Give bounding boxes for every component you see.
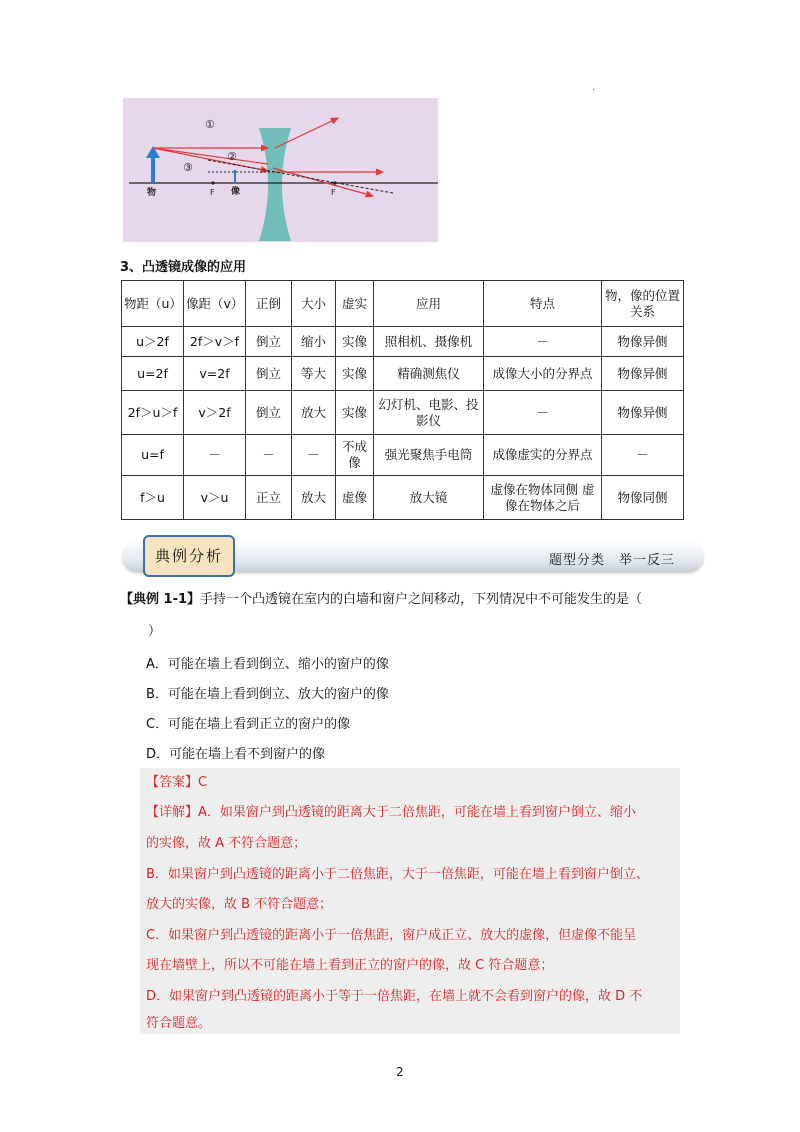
focus-right-label: F <box>331 188 336 197</box>
table-cell: u＞2f <box>122 327 184 357</box>
ray-label-1: ① <box>205 118 215 131</box>
table-cell: 不成像 <box>336 435 374 476</box>
table-cell: 放大 <box>292 476 336 520</box>
table-cell: 正立 <box>246 476 292 520</box>
option-b: B．可能在墙上看到倒立、放大的窗户的像 <box>146 687 389 702</box>
image-label: 像 <box>231 187 241 197</box>
table-cell: 倒立 <box>246 391 292 435</box>
table-cell: 幻灯机、电影、投影仪 <box>374 391 484 435</box>
header-cell: 像距（v） <box>184 281 246 327</box>
question-text: 手持一个凸透镜在室内的白墙和窗户之间移动，下列情况中不可能发生的是（ <box>200 592 643 607</box>
table-row <box>122 476 684 520</box>
explanation-line: C．如果窗户到凸透镜的距离小于一倍焦距，窗户成正立、放大的虚像，但虚像不能呈 <box>146 928 637 943</box>
table-cell: － <box>184 435 246 476</box>
section-title: 3、凸透镜成像的应用 <box>120 260 247 275</box>
table-cell: 实像 <box>336 391 374 435</box>
table-cell: v＞u <box>184 476 246 520</box>
object-label: 物 <box>147 188 157 198</box>
table-cell: 2f＞u＞f <box>122 391 184 435</box>
table-cell: 2f＞v＞f <box>184 327 246 357</box>
table-cell: － <box>292 435 336 476</box>
explanation-line: 现在墙壁上，所以不可能在墙上看到正立的窗户的像，故 C 符合题意； <box>146 958 554 973</box>
table-cell: － <box>602 435 684 476</box>
explanation-line: 放大的实像，故 B 不符合题意； <box>146 897 333 912</box>
option-d: D．可能在墙上看不到窗户的像 <box>146 747 326 762</box>
table-cell: 放大 <box>292 391 336 435</box>
header-cell: 应用 <box>374 281 484 327</box>
table-cell: 成像虚实的分界点 <box>484 435 602 476</box>
table-row <box>122 327 684 357</box>
answer-line: 【答案】C <box>146 775 208 790</box>
table-cell: 物像异侧 <box>602 357 684 391</box>
table-cell: － <box>484 391 602 435</box>
banner-subtitle: 题型分类 举一反三 <box>548 553 675 568</box>
option-c: C．可能在墙上看到正立的窗户的像 <box>146 717 351 732</box>
table-cell: 虚像 <box>336 476 374 520</box>
focus-right-dot <box>333 181 336 184</box>
header-cell: 大小 <box>292 281 336 327</box>
table-cell: 放大镜 <box>374 476 484 520</box>
table-cell: 虚像在物体同侧 虚像在物体之后 <box>484 476 602 520</box>
page-mark: . <box>592 82 596 93</box>
table-cell: v=2f <box>184 357 246 391</box>
table-cell: u=2f <box>122 357 184 391</box>
table-cell: u=f <box>122 435 184 476</box>
table-cell: 物像异侧 <box>602 327 684 357</box>
table-cell: 照相机、摄像机 <box>374 327 484 357</box>
table-cell: 物像异侧 <box>602 391 684 435</box>
explanation-line: 符合题意。 <box>146 1016 212 1031</box>
explanation-line: B．如果窗户到凸透镜的距离小于二倍焦距，大于一倍焦距，可能在墙上看到窗户倒立、 <box>146 867 649 882</box>
table-row <box>122 357 684 391</box>
header-cell: 物距（u） <box>122 281 184 327</box>
section-banner <box>123 535 705 577</box>
ray-label-2: ② <box>227 150 237 163</box>
focus-left-label: F <box>210 188 215 197</box>
explanation-line: D．如果窗户到凸透镜的距离小于等于一倍焦距，在墙上就不会看到窗户的像，故 D 不 <box>146 989 643 1004</box>
page-number: 2 <box>396 1065 404 1079</box>
header-cell: 虚实 <box>336 281 374 327</box>
table-cell: 实像 <box>336 357 374 391</box>
table-cell: 物像同侧 <box>602 476 684 520</box>
option-a: A．可能在墙上看到倒立、缩小的窗户的像 <box>146 657 389 672</box>
answer-box <box>140 768 680 1034</box>
table-cell: f＞u <box>122 476 184 520</box>
header-cell: 特点 <box>484 281 602 327</box>
table-cell: 倒立 <box>246 357 292 391</box>
table-cell: 实像 <box>336 327 374 357</box>
question-paren-close: ） <box>148 624 162 639</box>
table-cell: 等大 <box>292 357 336 391</box>
table-cell: 缩小 <box>292 327 336 357</box>
table-cell: v＞2f <box>184 391 246 435</box>
table-cell: － <box>484 327 602 357</box>
question <box>120 590 695 610</box>
table-cell: － <box>246 435 292 476</box>
question-label: 【典例 1-1】 <box>120 592 201 607</box>
table-cell: 精确测焦仪 <box>374 357 484 391</box>
table-row <box>122 435 684 476</box>
header-cell: 物，像的位置关系 <box>602 281 684 327</box>
focus-left-dot <box>211 181 214 184</box>
table-cell: 强光聚焦手电筒 <box>374 435 484 476</box>
header-cell: 正倒 <box>246 281 292 327</box>
table-cell: 倒立 <box>246 327 292 357</box>
banner-tag: 典例分析 <box>143 535 235 577</box>
lens-diagram <box>123 98 438 242</box>
table-header-row <box>122 281 684 327</box>
ray-label-3: ③ <box>183 161 193 174</box>
table-row <box>122 391 684 435</box>
explanation-line: 的实像，故 A 不符合题意； <box>146 836 307 851</box>
explanation-line: 【详解】A．如果窗户到凸透镜的距离大于二倍焦距，可能在墙上看到窗户倒立、缩小 <box>146 805 636 820</box>
lens-imaging-table <box>121 280 684 520</box>
table-cell: 成像大小的分界点 <box>484 357 602 391</box>
